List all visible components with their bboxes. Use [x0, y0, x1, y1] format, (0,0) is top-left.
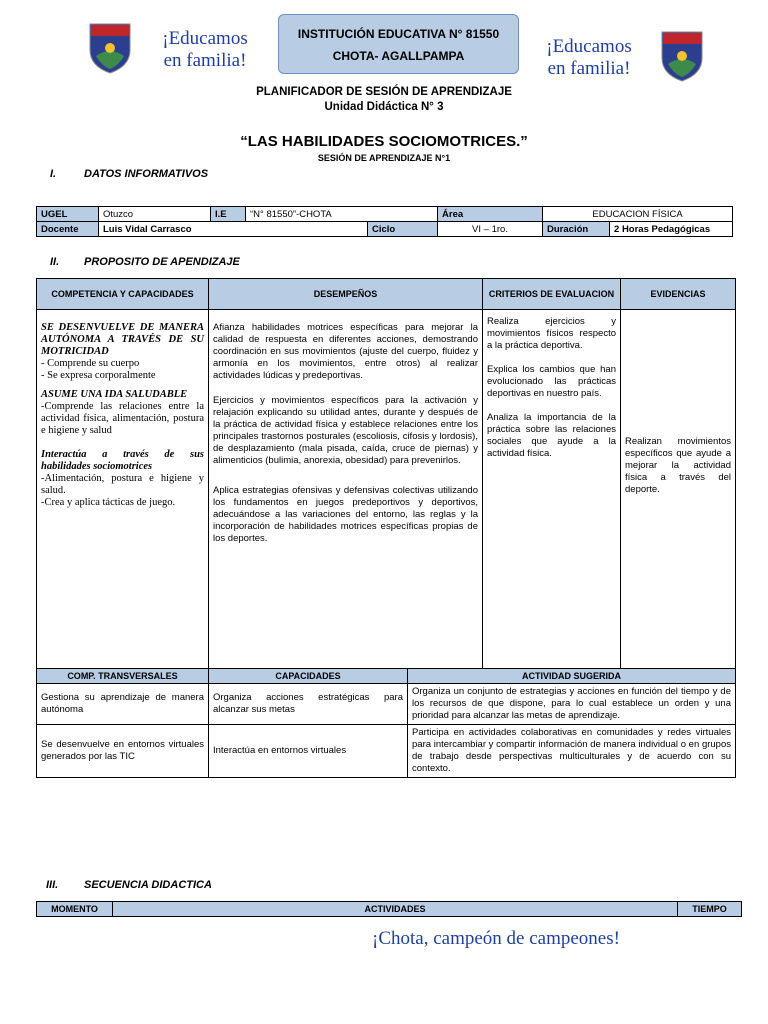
slogan-right-line1: ¡Educamos	[546, 36, 632, 57]
header-comp-transversales: COMP. TRANSVERSALES	[37, 669, 209, 684]
duracion-label: Duración	[543, 222, 610, 237]
evidencias-cell	[621, 310, 736, 669]
info-table	[36, 206, 733, 237]
section-2-number: II.	[50, 256, 60, 268]
duracion-value: 2 Horas Pedagógicas	[610, 222, 733, 237]
footer-motto: ¡Chota, campeón de campeones!	[372, 928, 620, 949]
criterio-1: Realiza ejercicios y movimientos físicos respecto a la práctica deportiva.	[487, 316, 616, 351]
ugel-label: UGEL	[37, 207, 99, 222]
ie-value: “N° 81550”-CHOTA	[246, 207, 438, 222]
evidencia-text: Realizan movimientos específicos que ayude a mejorar la actividad física a través del deporte.	[625, 436, 731, 495]
section-2-title: PROPOSITO DE APENDIZAJE	[84, 256, 240, 268]
transversal-act-1: Organiza un conjunto de estrategias y acciones en función del tiempo y de los recursos de que dispone, para lo cual establece un orden y una prioridad para alcanzar las metas de aprendizaje.	[408, 684, 736, 725]
session-title: SESIÓN DE APRENDIZAJE N°1	[317, 153, 451, 163]
competencia-2-title: ASUME UNA IDA SALUDABLE	[41, 389, 188, 400]
criterio-2: Explica los cambios que han evolucionado las prácticas deportivas en nuestro país.	[487, 364, 616, 399]
docente-label: Docente	[37, 222, 99, 237]
header-desempenos: DESEMPEÑOS	[209, 279, 483, 310]
docente-value: Luis Vidal Carrasco	[99, 222, 368, 237]
unit-title: Unidad Didáctica N° 3	[324, 101, 444, 113]
header-tiempo: TIEMPO	[678, 902, 742, 917]
ugel-value: Otuzco	[99, 207, 211, 222]
section-1-number: I.	[50, 168, 57, 180]
header-actividades: ACTIVIDADES	[113, 902, 678, 917]
header-momento: MOMENTO	[37, 902, 113, 917]
ciclo-value: VI – 1ro.	[438, 222, 543, 237]
competencia-1-title: SE DESENVUELVE DE MANERA AUTÓNOMA A TRAVÉS DE SU MOTRICIDAD	[41, 322, 204, 357]
table-row	[37, 684, 736, 725]
transversal-act-2: Participa en actividades colaborativas en comunidades y redes virtuales para intercambiar y compartir información de manera individual o en grupos de trabajo desde perspectivas multiculturales y de acuerdo con su contexto.	[408, 725, 736, 778]
desempeno-3: Aplica estrategias ofensivas y defensivas colectivas utilizando los fundamentos en juegos predeportivos y deportivos, adecuándose a las variaciones del entorno, las reglas y la incorporación de habilidades motrices específicas propias de los deportes.	[213, 485, 478, 544]
header-competencia: COMPETENCIA Y CAPACIDADES	[37, 279, 209, 310]
planner-title: PLANIFICADOR DE SESIÓN DE APRENDIZAJE	[256, 86, 512, 98]
competencia-3-title: Interactúa a través de sus habilidades sociomotrices	[41, 449, 204, 472]
criterios-cell	[483, 310, 621, 669]
school-shield-logo-left	[88, 20, 132, 74]
area-label: Área	[438, 207, 543, 222]
section-1-title: DATOS INFORMATIVOS	[84, 168, 209, 180]
area-value: EDUCACION FÍSICA	[543, 207, 733, 222]
institution-box	[278, 14, 519, 74]
header-actividad-sugerida: ACTIVIDAD SUGERIDA	[408, 669, 736, 684]
ie-label: I.E	[211, 207, 246, 222]
institution-name: INSTITUCIÓN EDUCATIVA N° 81550	[297, 27, 500, 41]
sequence-table	[36, 901, 742, 917]
transversal-comp-2: Se desenvuelve en entornos virtuales generados por las TIC	[37, 725, 209, 778]
competencia-1-cap-1: - Comprende su cuerpo	[41, 358, 140, 369]
desempeno-1: Afianza habilidades motrices específicas para mejorar la calidad de respuesta en diferentes acciones, demostrando coordinación en sus movimientos (ajuste del cuerpo, fluidez y armonía en los movimientos, entre otros) al realizar actividades lúdicas y predeportivas.	[213, 322, 478, 381]
transversal-cap-2: Interactúa en entornos virtuales	[209, 725, 408, 778]
header-capacidades: CAPACIDADES	[209, 669, 408, 684]
competencia-1-cap-2: - Se expresa corporalmente	[41, 370, 156, 381]
slogan-left-line1: ¡Educamos	[162, 28, 248, 49]
purpose-table	[36, 278, 736, 669]
slogan-right-line2: en familia!	[547, 58, 631, 79]
institution-location: CHOTA- AGALLPAMPA	[332, 49, 465, 63]
desempeno-2: Ejercicios y movimientos específicos para la activación y relajación explicando su utilidad antes, durante y después de la práctica de actividad física y establece relaciones entre los principales trastornos posturales (escoliosis, cifosis y lordosis), de desplazamiento (mala pisada, caída, cruce de piernas) y alimenticios (bulimia, anorexia, obesidad) para prevenirlos.	[213, 395, 478, 466]
transversal-table	[36, 668, 736, 778]
competencia-3-cap-1: -Alimentación, postura e higiene y salud.	[41, 473, 204, 496]
ciclo-label: Ciclo	[368, 222, 438, 237]
section-3-title: SECUENCIA DIDACTICA	[84, 879, 212, 891]
desempenos-cell	[209, 310, 483, 669]
transversal-cap-1: Organiza acciones estratégicas para alcanzar sus metas	[209, 684, 408, 725]
table-row	[37, 725, 736, 778]
criterio-3: Analiza la importancia de la práctica sobre las relaciones sociales que ayude a la actividad física.	[487, 412, 616, 459]
section-3-number: III.	[46, 879, 59, 891]
main-title: “LAS HABILIDADES SOCIOMOTRICES.”	[240, 133, 528, 150]
slogan-left-line2: en familia!	[163, 50, 247, 71]
transversal-comp-1: Gestiona su aprendizaje de manera autónoma	[37, 684, 209, 725]
school-shield-logo-right	[660, 28, 704, 82]
header-evidencias: EVIDENCIAS	[621, 279, 736, 310]
header-criterios: CRITERIOS DE EVALUACION	[483, 279, 621, 310]
competencia-3-cap-2: -Crea y aplica tácticas de juego.	[41, 497, 176, 508]
competencia-2-cap-1: -Comprende las relaciones entre la actividad física, alimentación, postura e higiene y salud	[41, 401, 204, 436]
competencias-cell	[37, 310, 209, 669]
